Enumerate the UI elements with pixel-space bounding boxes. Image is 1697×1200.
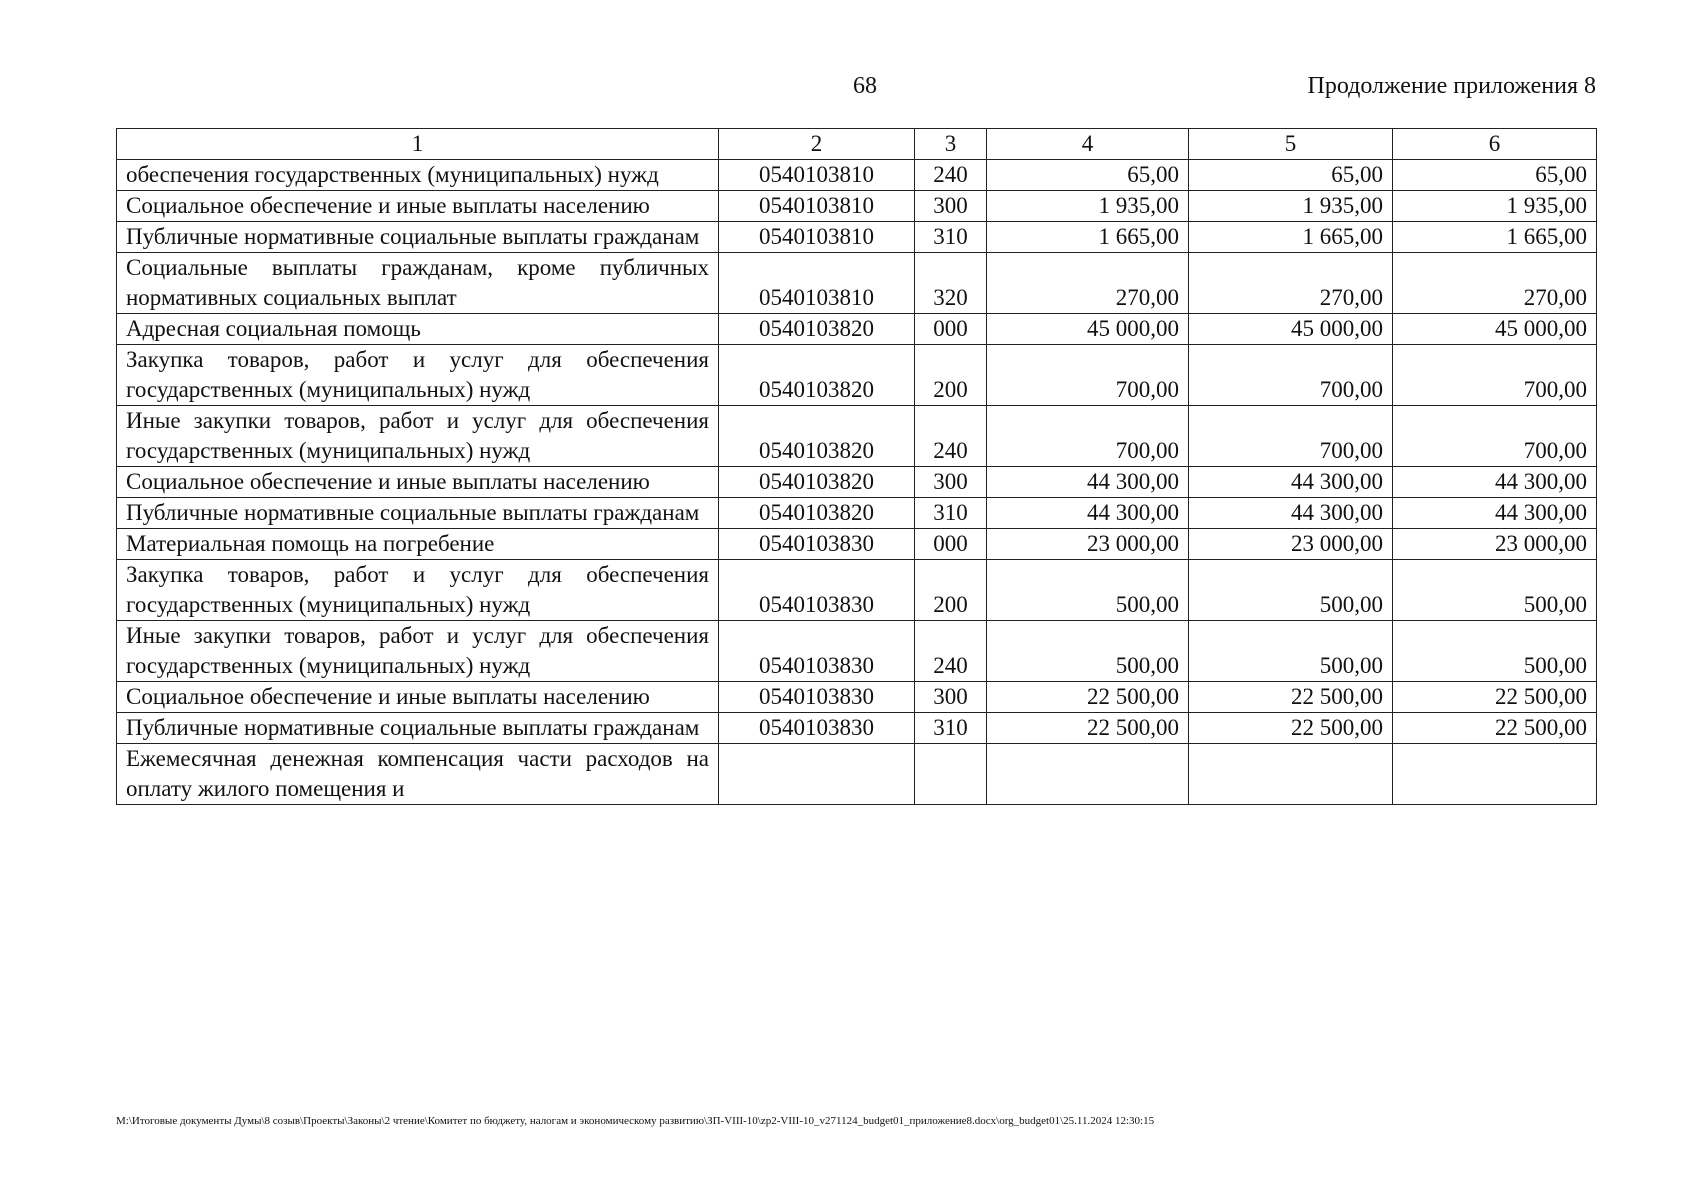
row-expense-type: 310 [915, 498, 987, 529]
row-amount-col5: 22 500,00 [1189, 713, 1393, 744]
row-expense-type: 240 [915, 406, 987, 467]
row-amount-col6: 270,00 [1393, 253, 1597, 314]
row-expense-type: 310 [915, 222, 987, 253]
column-header: 2 [719, 129, 915, 160]
table-body [117, 160, 1597, 805]
table-row [117, 253, 1597, 314]
row-amount-col4: 500,00 [987, 621, 1189, 682]
row-amount-col5: 44 300,00 [1189, 498, 1393, 529]
row-target-code: 0540103810 [719, 222, 915, 253]
row-amount-col5: 1 935,00 [1189, 191, 1393, 222]
row-name: Закупка товаров, работ и услуг для обеспечения государственных (муниципальных) нужд [117, 560, 719, 621]
table-row [117, 713, 1597, 744]
row-target-code: 0540103820 [719, 314, 915, 345]
row-name: Иные закупки товаров, работ и услуг для обеспечения государственных (муниципальных) нужд [117, 621, 719, 682]
row-target-code: 0540103830 [719, 560, 915, 621]
row-target-code: 0540103820 [719, 467, 915, 498]
budget-table [116, 128, 1597, 805]
row-expense-type [915, 744, 987, 805]
row-amount-col6: 700,00 [1393, 406, 1597, 467]
row-amount-col4: 65,00 [987, 160, 1189, 191]
row-amount-col5: 270,00 [1189, 253, 1393, 314]
row-amount-col6: 22 500,00 [1393, 713, 1597, 744]
row-target-code: 0540103830 [719, 529, 915, 560]
table-row [117, 621, 1597, 682]
row-amount-col5: 65,00 [1189, 160, 1393, 191]
row-amount-col6: 700,00 [1393, 345, 1597, 406]
table-row [117, 529, 1597, 560]
table-row [117, 314, 1597, 345]
row-name: Адресная социальная помощь [117, 314, 719, 345]
row-amount-col5: 1 665,00 [1189, 222, 1393, 253]
page-number: 68 [853, 73, 877, 99]
row-amount-col4 [987, 744, 1189, 805]
row-expense-type: 300 [915, 682, 987, 713]
footer-file-path: M:\Итоговые документы Думы\8 созыв\Проекты\Законы\2 чтение\Комитет по бюджету, налогам и экономическому развитию\ЗП-VIII-10\zp2-VIII-10_v271124_budget01_приложение8.docx\org_budget01\25.11.2024 12:30:15 [116, 1115, 1155, 1127]
row-amount-col5 [1189, 744, 1393, 805]
row-name: Социальное обеспечение и иные выплаты населению [117, 682, 719, 713]
table-row [117, 160, 1597, 191]
row-amount-col5: 500,00 [1189, 621, 1393, 682]
row-amount-col4: 1 935,00 [987, 191, 1189, 222]
row-expense-type: 200 [915, 345, 987, 406]
row-amount-col4: 44 300,00 [987, 498, 1189, 529]
table-row [117, 222, 1597, 253]
row-target-code: 0540103830 [719, 713, 915, 744]
row-name: Социальное обеспечение и иные выплаты населению [117, 191, 719, 222]
row-target-code: 0540103810 [719, 160, 915, 191]
row-amount-col5: 22 500,00 [1189, 682, 1393, 713]
table-row [117, 682, 1597, 713]
row-amount-col6: 1 665,00 [1393, 222, 1597, 253]
row-amount-col5: 700,00 [1189, 406, 1393, 467]
column-header: 3 [915, 129, 987, 160]
row-expense-type: 300 [915, 191, 987, 222]
row-amount-col4: 700,00 [987, 345, 1189, 406]
row-target-code: 0540103830 [719, 682, 915, 713]
row-name: Социальное обеспечение и иные выплаты населению [117, 467, 719, 498]
table-row [117, 406, 1597, 467]
row-target-code: 0540103820 [719, 345, 915, 406]
row-amount-col4: 22 500,00 [987, 682, 1189, 713]
row-expense-type: 000 [915, 529, 987, 560]
row-expense-type: 000 [915, 314, 987, 345]
row-amount-col4: 22 500,00 [987, 713, 1189, 744]
row-expense-type: 300 [915, 467, 987, 498]
column-header: 5 [1189, 129, 1393, 160]
row-amount-col6: 23 000,00 [1393, 529, 1597, 560]
row-target-code: 0540103810 [719, 253, 915, 314]
row-amount-col4: 270,00 [987, 253, 1189, 314]
table-row [117, 467, 1597, 498]
row-target-code: 0540103820 [719, 406, 915, 467]
row-target-code: 0540103810 [719, 191, 915, 222]
row-amount-col5: 500,00 [1189, 560, 1393, 621]
column-header: 6 [1393, 129, 1597, 160]
row-amount-col5: 700,00 [1189, 345, 1393, 406]
row-amount-col6 [1393, 744, 1597, 805]
row-name: Закупка товаров, работ и услуг для обеспечения государственных (муниципальных) нужд [117, 345, 719, 406]
row-name: Материальная помощь на погребение [117, 529, 719, 560]
row-target-code: 0540103820 [719, 498, 915, 529]
table-header-row [117, 129, 1597, 160]
table-row [117, 345, 1597, 406]
row-amount-col5: 23 000,00 [1189, 529, 1393, 560]
row-amount-col4: 45 000,00 [987, 314, 1189, 345]
row-name: Публичные нормативные социальные выплаты гражданам [117, 713, 719, 744]
row-amount-col6: 1 935,00 [1393, 191, 1597, 222]
row-amount-col6: 500,00 [1393, 621, 1597, 682]
row-amount-col4: 500,00 [987, 560, 1189, 621]
row-name: Социальные выплаты гражданам, кроме публичных нормативных социальных выплат [117, 253, 719, 314]
row-amount-col6: 22 500,00 [1393, 682, 1597, 713]
row-target-code [719, 744, 915, 805]
row-expense-type: 200 [915, 560, 987, 621]
row-name: Ежемесячная денежная компенсация части расходов на оплату жилого помещения и [117, 744, 719, 805]
table-row [117, 560, 1597, 621]
row-amount-col4: 23 000,00 [987, 529, 1189, 560]
row-amount-col5: 44 300,00 [1189, 467, 1393, 498]
row-amount-col6: 500,00 [1393, 560, 1597, 621]
column-header: 1 [117, 129, 719, 160]
row-amount-col6: 45 000,00 [1393, 314, 1597, 345]
row-expense-type: 240 [915, 621, 987, 682]
appendix-title: Продолжение приложения 8 [1307, 73, 1596, 99]
row-amount-col4: 44 300,00 [987, 467, 1189, 498]
row-name: Публичные нормативные социальные выплаты гражданам [117, 498, 719, 529]
row-amount-col4: 1 665,00 [987, 222, 1189, 253]
row-expense-type: 320 [915, 253, 987, 314]
row-name: Публичные нормативные социальные выплаты гражданам [117, 222, 719, 253]
row-expense-type: 240 [915, 160, 987, 191]
row-amount-col4: 700,00 [987, 406, 1189, 467]
row-name: Иные закупки товаров, работ и услуг для обеспечения государственных (муниципальных) нужд [117, 406, 719, 467]
column-header: 4 [987, 129, 1189, 160]
row-amount-col5: 45 000,00 [1189, 314, 1393, 345]
row-amount-col6: 44 300,00 [1393, 498, 1597, 529]
table-row [117, 498, 1597, 529]
row-expense-type: 310 [915, 713, 987, 744]
row-amount-col6: 44 300,00 [1393, 467, 1597, 498]
table-row [117, 191, 1597, 222]
table-row [117, 744, 1597, 805]
row-name: обеспечения государственных (муниципальных) нужд [117, 160, 719, 191]
row-target-code: 0540103830 [719, 621, 915, 682]
row-amount-col6: 65,00 [1393, 160, 1597, 191]
